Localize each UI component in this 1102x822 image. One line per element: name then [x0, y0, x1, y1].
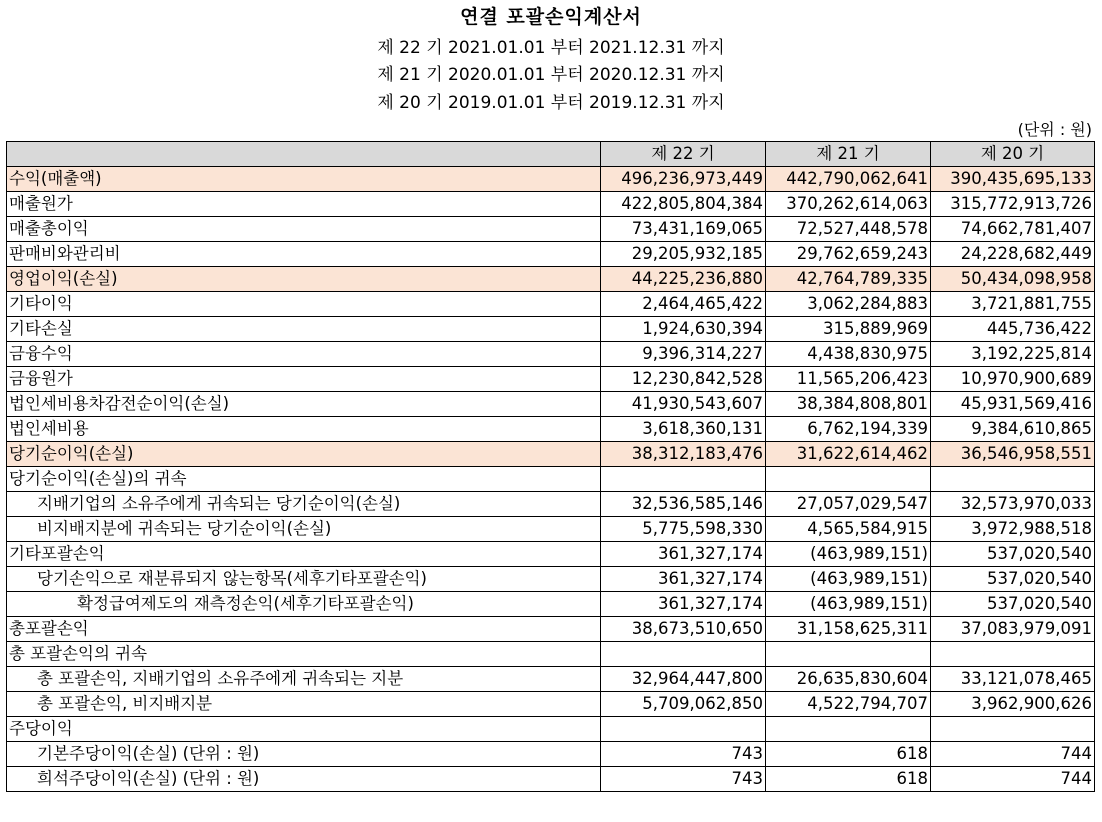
row-value-20 [931, 467, 1095, 492]
row-value-21: 11,565,206,423 [766, 367, 931, 392]
statement-title: 연결 포괄손익계산서 [460, 6, 642, 28]
table-row [7, 517, 1095, 542]
row-value-21: 618 [766, 742, 931, 767]
row-label: 법인세비용 [7, 417, 601, 442]
row-value-22: 73,431,169,065 [601, 217, 766, 242]
row-value-20: 537,020,540 [931, 567, 1095, 592]
row-label: 영업이익(손실) [7, 267, 601, 292]
row-value-22: 5,775,598,330 [601, 517, 766, 542]
row-label: 당기순이익(손실)의 귀속 [7, 467, 601, 492]
row-label: 수익(매출액) [7, 167, 601, 192]
table-row [7, 642, 1095, 667]
period-line-22: 제 22 기 2021.01.01 부터 2021.12.31 까지 [377, 38, 725, 58]
row-value-20: 315,772,913,726 [931, 192, 1095, 217]
row-value-20: 3,721,881,755 [931, 292, 1095, 317]
row-value-20: 9,384,610,865 [931, 417, 1095, 442]
table-row [7, 667, 1095, 692]
row-value-22: 422,805,804,384 [601, 192, 766, 217]
row-label: 주당이익 [7, 717, 601, 742]
row-label: 금융원가 [7, 367, 601, 392]
row-value-20: 3,962,900,626 [931, 692, 1095, 717]
table-row [7, 692, 1095, 717]
table-row [7, 292, 1095, 317]
row-value-20: 24,228,682,449 [931, 242, 1095, 267]
row-value-20: 74,662,781,407 [931, 217, 1095, 242]
row-value-22: 496,236,973,449 [601, 167, 766, 192]
row-value-22 [601, 467, 766, 492]
row-value-20: 744 [931, 767, 1095, 792]
header-period-21: 제 21 기 [766, 142, 931, 167]
row-value-20: 537,020,540 [931, 592, 1095, 617]
row-value-21: 6,762,194,339 [766, 417, 931, 442]
table-row [7, 717, 1095, 742]
table-row [7, 217, 1095, 242]
table-row [7, 742, 1095, 767]
row-value-22: 38,673,510,650 [601, 617, 766, 642]
row-value-22: 743 [601, 767, 766, 792]
row-value-20: 50,434,098,958 [931, 267, 1095, 292]
row-label: 총포괄손익 [7, 617, 601, 642]
row-value-22: 41,930,543,607 [601, 392, 766, 417]
table-row [7, 242, 1095, 267]
row-value-22: 32,964,447,800 [601, 667, 766, 692]
row-label: 기본주당이익(손실) (단위 : 원) [7, 742, 601, 767]
row-label: 총 포괄손익, 비지배지분 [7, 692, 601, 717]
row-value-21: (463,989,151) [766, 542, 931, 567]
row-label: 매출원가 [7, 192, 601, 217]
row-value-22: 44,225,236,880 [601, 267, 766, 292]
row-label: 희석주당이익(손실) (단위 : 원) [7, 767, 601, 792]
row-value-21: 38,384,808,801 [766, 392, 931, 417]
row-value-22: 3,618,360,131 [601, 417, 766, 442]
table-row [7, 267, 1095, 292]
row-value-20 [931, 717, 1095, 742]
table-row [7, 342, 1095, 367]
row-label: 비지배지분에 귀속되는 당기순이익(손실) [7, 517, 601, 542]
table-row [7, 467, 1095, 492]
period-line-21: 제 21 기 2020.01.01 부터 2020.12.31 까지 [377, 65, 725, 85]
table-row [7, 367, 1095, 392]
row-value-21: 618 [766, 767, 931, 792]
row-value-21: 442,790,062,641 [766, 167, 931, 192]
row-value-20: 36,546,958,551 [931, 442, 1095, 467]
row-label: 총 포괄손익, 지배기업의 소유주에게 귀속되는 지분 [7, 667, 601, 692]
table-header-row [7, 142, 1095, 167]
row-value-21: 315,889,969 [766, 317, 931, 342]
header-label-col [7, 142, 601, 167]
row-value-21: 26,635,830,604 [766, 667, 931, 692]
period-line-20: 제 20 기 2019.01.01 부터 2019.12.31 까지 [377, 93, 725, 113]
row-value-20: 10,970,900,689 [931, 367, 1095, 392]
row-value-21: 4,438,830,975 [766, 342, 931, 367]
header-period-22: 제 22 기 [601, 142, 766, 167]
row-value-22: 1,924,630,394 [601, 317, 766, 342]
row-label: 기타포괄손익 [7, 542, 601, 567]
row-value-20: 390,435,695,133 [931, 167, 1095, 192]
row-value-20: 33,121,078,465 [931, 667, 1095, 692]
row-value-21: 370,262,614,063 [766, 192, 931, 217]
row-value-22: 743 [601, 742, 766, 767]
row-label: 금융수익 [7, 342, 601, 367]
row-value-20: 45,931,569,416 [931, 392, 1095, 417]
row-value-22: 9,396,314,227 [601, 342, 766, 367]
row-value-21: 29,762,659,243 [766, 242, 931, 267]
row-value-20: 445,736,422 [931, 317, 1095, 342]
row-value-22: 38,312,183,476 [601, 442, 766, 467]
row-value-20: 37,083,979,091 [931, 617, 1095, 642]
row-value-22: 361,327,174 [601, 542, 766, 567]
row-label: 당기순이익(손실) [7, 442, 601, 467]
row-value-20: 537,020,540 [931, 542, 1095, 567]
row-value-21: 3,062,284,883 [766, 292, 931, 317]
unit-label: (단위 : 원) [1017, 120, 1092, 139]
row-value-21: 31,622,614,462 [766, 442, 931, 467]
row-label: 지배기업의 소유주에게 귀속되는 당기순이익(손실) [7, 492, 601, 517]
row-value-22: 2,464,465,422 [601, 292, 766, 317]
row-label: 매출총이익 [7, 217, 601, 242]
row-value-20: 744 [931, 742, 1095, 767]
row-value-21: 27,057,029,547 [766, 492, 931, 517]
row-value-22: 361,327,174 [601, 567, 766, 592]
row-value-22 [601, 642, 766, 667]
table-row [7, 417, 1095, 442]
table-row [7, 592, 1095, 617]
table-row [7, 192, 1095, 217]
row-label: 총 포괄손익의 귀속 [7, 642, 601, 667]
row-label: 당기손익으로 재분류되지 않는항목(세후기타포괄손익) [7, 567, 601, 592]
row-value-22: 29,205,932,185 [601, 242, 766, 267]
row-value-20: 32,573,970,033 [931, 492, 1095, 517]
row-value-20 [931, 642, 1095, 667]
row-value-21: 31,158,625,311 [766, 617, 931, 642]
row-value-21 [766, 642, 931, 667]
table-row [7, 392, 1095, 417]
table-row [7, 317, 1095, 342]
row-value-21: 4,565,584,915 [766, 517, 931, 542]
table-row [7, 167, 1095, 192]
row-label: 기타이익 [7, 292, 601, 317]
row-value-21: 72,527,448,578 [766, 217, 931, 242]
table-row [7, 567, 1095, 592]
row-label: 법인세비용차감전순이익(손실) [7, 392, 601, 417]
table-row [7, 442, 1095, 467]
row-value-22: 5,709,062,850 [601, 692, 766, 717]
income-statement-table [6, 141, 1095, 792]
table-row [7, 767, 1095, 792]
row-label: 기타손실 [7, 317, 601, 342]
row-value-22: 12,230,842,528 [601, 367, 766, 392]
row-value-21 [766, 717, 931, 742]
row-value-21 [766, 467, 931, 492]
row-value-22: 361,327,174 [601, 592, 766, 617]
table-row [7, 617, 1095, 642]
header-period-20: 제 20 기 [931, 142, 1095, 167]
row-value-21: 42,764,789,335 [766, 267, 931, 292]
row-label: 확정급여제도의 재측정손익(세후기타포괄손익) [7, 592, 601, 617]
row-value-21: (463,989,151) [766, 592, 931, 617]
table-row [7, 492, 1095, 517]
table-row [7, 542, 1095, 567]
row-value-22 [601, 717, 766, 742]
row-label: 판매비와관리비 [7, 242, 601, 267]
row-value-22: 32,536,585,146 [601, 492, 766, 517]
row-value-21: (463,989,151) [766, 567, 931, 592]
row-value-20: 3,192,225,814 [931, 342, 1095, 367]
row-value-20: 3,972,988,518 [931, 517, 1095, 542]
row-value-21: 4,522,794,707 [766, 692, 931, 717]
